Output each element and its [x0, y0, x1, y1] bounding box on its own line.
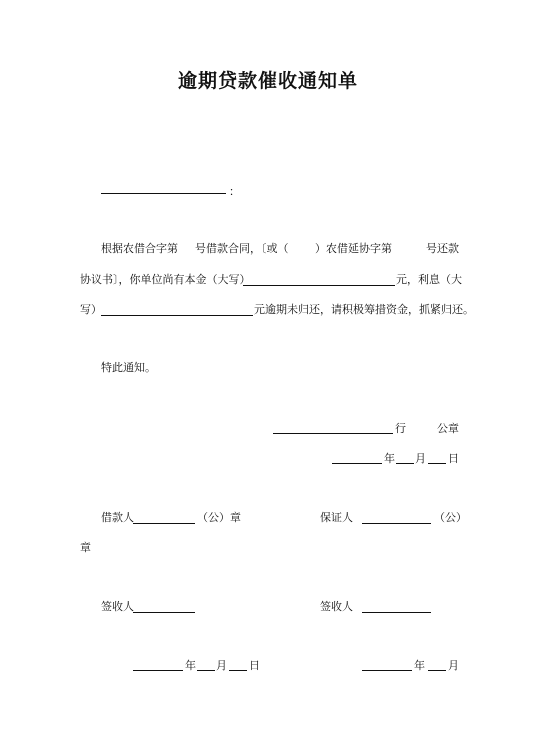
body-text: 写）	[80, 303, 102, 316]
left-day-blank	[229, 670, 247, 671]
guarantor-label: 保证人	[320, 511, 353, 524]
body-text: ）农借延协字第	[315, 242, 392, 255]
bank-year-label: 年	[384, 452, 395, 465]
receiver-right-blank	[362, 612, 431, 613]
right-month-blank	[428, 670, 446, 671]
body-text: 根据农借合字第	[101, 242, 178, 255]
body-text: 元，利息（大	[396, 273, 462, 286]
body-text: 元逾期未归还，请积极筹措资金，抓紧归还。	[254, 303, 474, 316]
bank-month-blank	[396, 463, 414, 464]
right-year-blank	[362, 670, 412, 671]
bank-day-blank	[428, 463, 446, 464]
receiver-right-label: 签收人	[320, 600, 353, 613]
body-text: 协议书〕，你单位尚有本金（大写）	[80, 273, 251, 286]
principal-amount-blank	[243, 285, 395, 286]
left-month-blank	[197, 670, 215, 671]
guarantor-seal-wrap: 章	[80, 541, 91, 554]
receiver-left-label: 签收人	[101, 600, 134, 613]
salutation-colon: ：	[229, 185, 240, 198]
borrower-seal: （公）章	[197, 511, 241, 524]
left-month-label: 月	[216, 659, 227, 672]
bank-seal-label: 公章	[437, 422, 459, 435]
interest-amount-blank	[101, 315, 253, 316]
guarantor-seal: （公）	[434, 511, 467, 524]
bank-day-label: 日	[448, 452, 459, 465]
left-year-label: 年	[185, 659, 196, 672]
bank-month-label: 月	[415, 452, 426, 465]
body-text: 号借款合同，〔或（	[195, 242, 289, 255]
body-text: 号还款	[426, 242, 459, 255]
left-year-blank	[133, 670, 183, 671]
bank-year-blank	[332, 463, 382, 464]
borrower-blank	[133, 523, 195, 524]
left-day-label: 日	[249, 659, 260, 672]
document-title: 逾期贷款催收通知单	[177, 70, 358, 92]
borrower-label: 借款人	[101, 511, 134, 524]
bank-name-blank	[273, 433, 393, 434]
body-text: 特此通知。	[101, 361, 156, 374]
right-month-label: 月	[448, 659, 459, 672]
guarantor-blank	[362, 523, 431, 524]
addressee-blank	[101, 193, 226, 194]
right-year-label: 年	[414, 659, 425, 672]
receiver-left-blank	[133, 612, 195, 613]
bank-hang-label: 行	[395, 422, 406, 435]
